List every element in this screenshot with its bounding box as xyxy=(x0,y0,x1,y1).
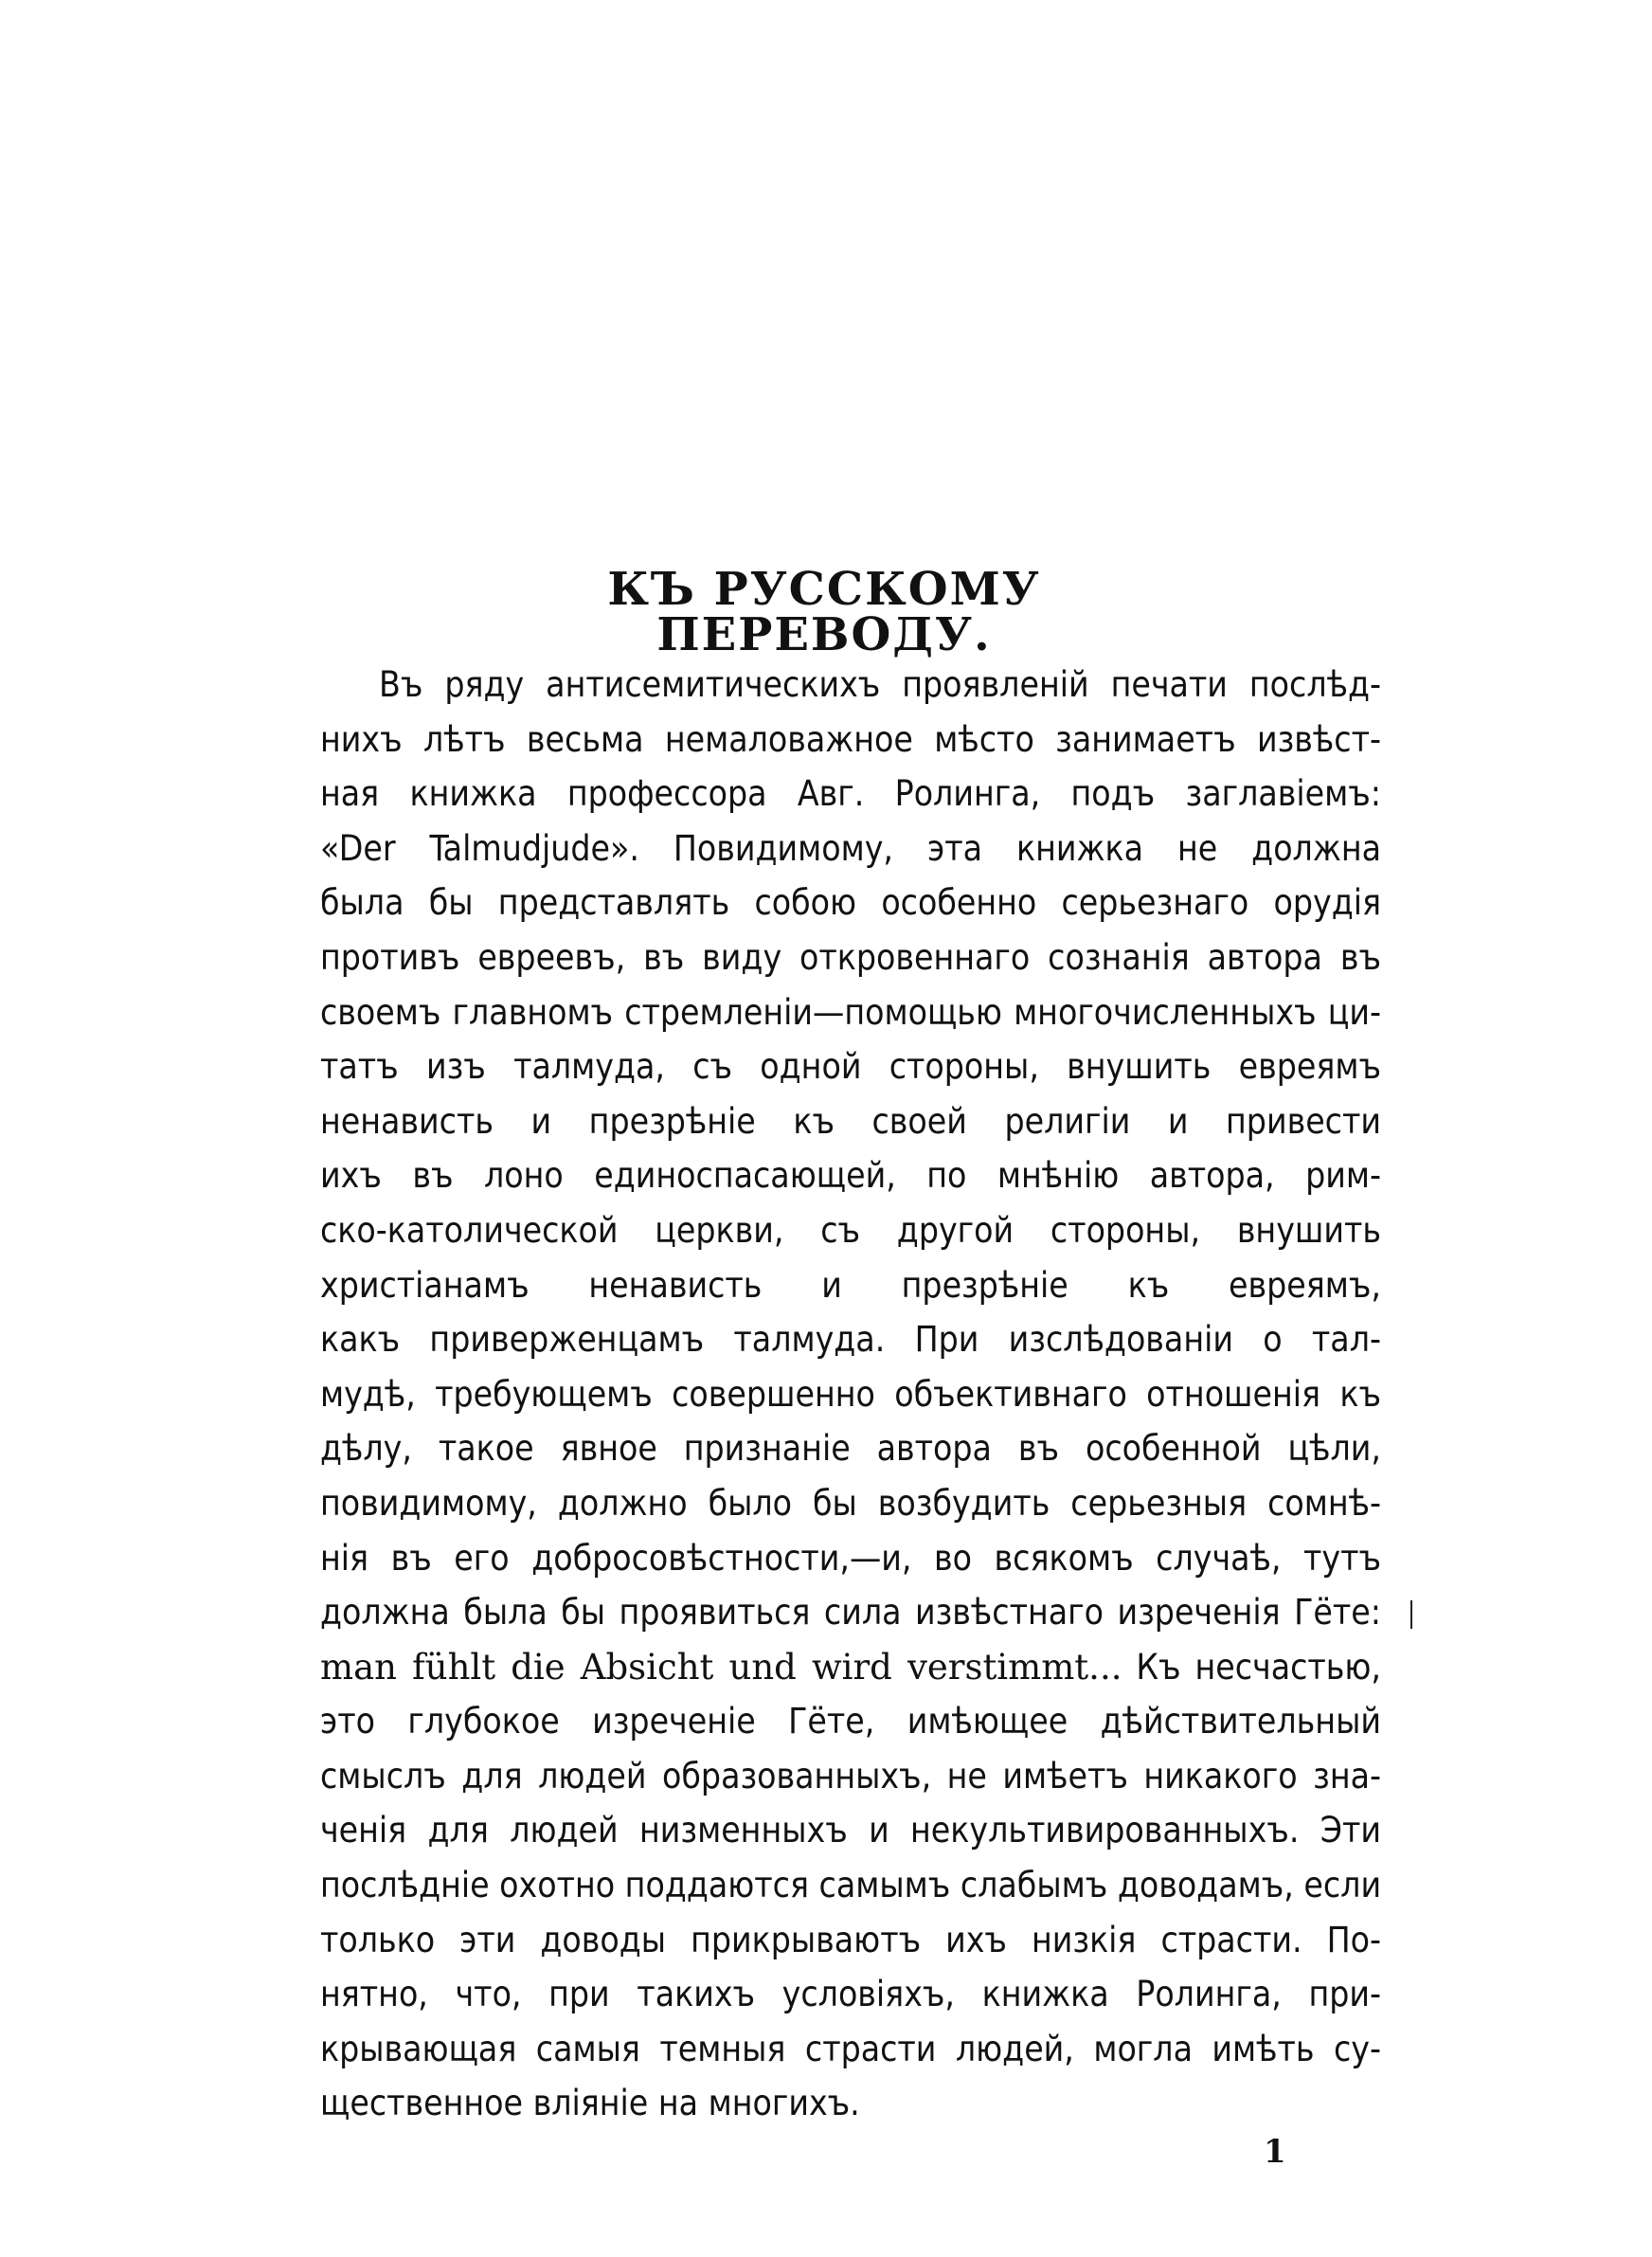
text-line: ная книжка профессора Авг. Ролинга, подъ заглавіемъ: xyxy=(320,773,1381,815)
text-line: татъ изъ талмуда, съ одной стороны, внушить евреямъ xyxy=(320,1046,1381,1088)
text-line: это глубокое изреченіе Гёте, имѣющее дѣйствительный xyxy=(320,1701,1381,1742)
page-title: КЪ РУССКОМУ ПЕРЕВОДУ. xyxy=(607,563,1041,661)
text-line: Въ ряду антисемитическихъ проявленій печати послѣд- xyxy=(379,664,1381,705)
text-line: щественное вліяніе на многихъ. xyxy=(320,2083,860,2124)
text-line: man fühlt die Absicht und wird verstimmt... Къ несчастью, xyxy=(320,1646,1381,1688)
text-line: христіанамъ ненависть и презрѣніе къ евреямъ, xyxy=(320,1264,1381,1306)
text-line: «Der Talmudjude». Повидимому, эта книжка не должна xyxy=(320,827,1381,869)
text-line: нятно, что, при такихъ условіяхъ, книжка Ролинга, при- xyxy=(320,1974,1381,2015)
body-text xyxy=(320,658,1381,2131)
text-line: ненависть и презрѣніе къ своей религіи и привести xyxy=(320,1100,1381,1142)
text-line: только эти доводы прикрываютъ ихъ низкія страсти. По- xyxy=(320,1919,1381,1960)
text-line: какъ приверженцамъ талмуда. При изслѣдованіи о тал- xyxy=(320,1319,1381,1361)
text-line: крывающая самыя темныя страсти людей, могла имѣть су- xyxy=(320,2028,1381,2069)
page-number: 1 xyxy=(1264,2133,1286,2171)
text-line: послѣдніе охотно поддаются самымъ слабымъ доводамъ, если xyxy=(320,1865,1382,1906)
text-line: ихъ въ лоно единоспасающей, по мнѣнію автора, рим- xyxy=(320,1155,1381,1197)
text-line: противъ евреевъ, въ виду откровеннаго сознанія автора въ xyxy=(320,936,1381,978)
text-line: дѣлу, такое явное признаніе автора въ особенной цѣли, xyxy=(320,1428,1381,1470)
text-line: нихъ лѣтъ весьма немаловажное мѣсто занимаетъ извѣст- xyxy=(320,718,1381,760)
text-line: ченія для людей низменныхъ и некультивированныхъ. Эти xyxy=(320,1810,1381,1851)
text-line: ско-католической церкви, съ другой стороны, внушить xyxy=(320,1209,1381,1251)
text-line: повидимому, должно было бы возбудить серьезныя сомнѣ- xyxy=(320,1482,1381,1524)
text-line: должна была бы проявиться сила извѣстнаго изреченія Гёте: xyxy=(320,1592,1381,1634)
text-line: своемъ главномъ стремленіи—помощью многочисленныхъ ци- xyxy=(320,991,1381,1033)
margin-mark xyxy=(1410,1600,1412,1629)
text-line: была бы представлять собою особенно серьезнаго орудія xyxy=(320,882,1381,924)
text-line: нія въ его добросовѣстности,—и, во всякомъ случаѣ, тутъ xyxy=(320,1537,1381,1579)
text-line: смыслъ для людей образованныхъ, не имѣетъ никакого зна- xyxy=(320,1755,1381,1797)
text-line: мудѣ, требующемъ совершенно объективнаго отношенія къ xyxy=(320,1373,1381,1415)
